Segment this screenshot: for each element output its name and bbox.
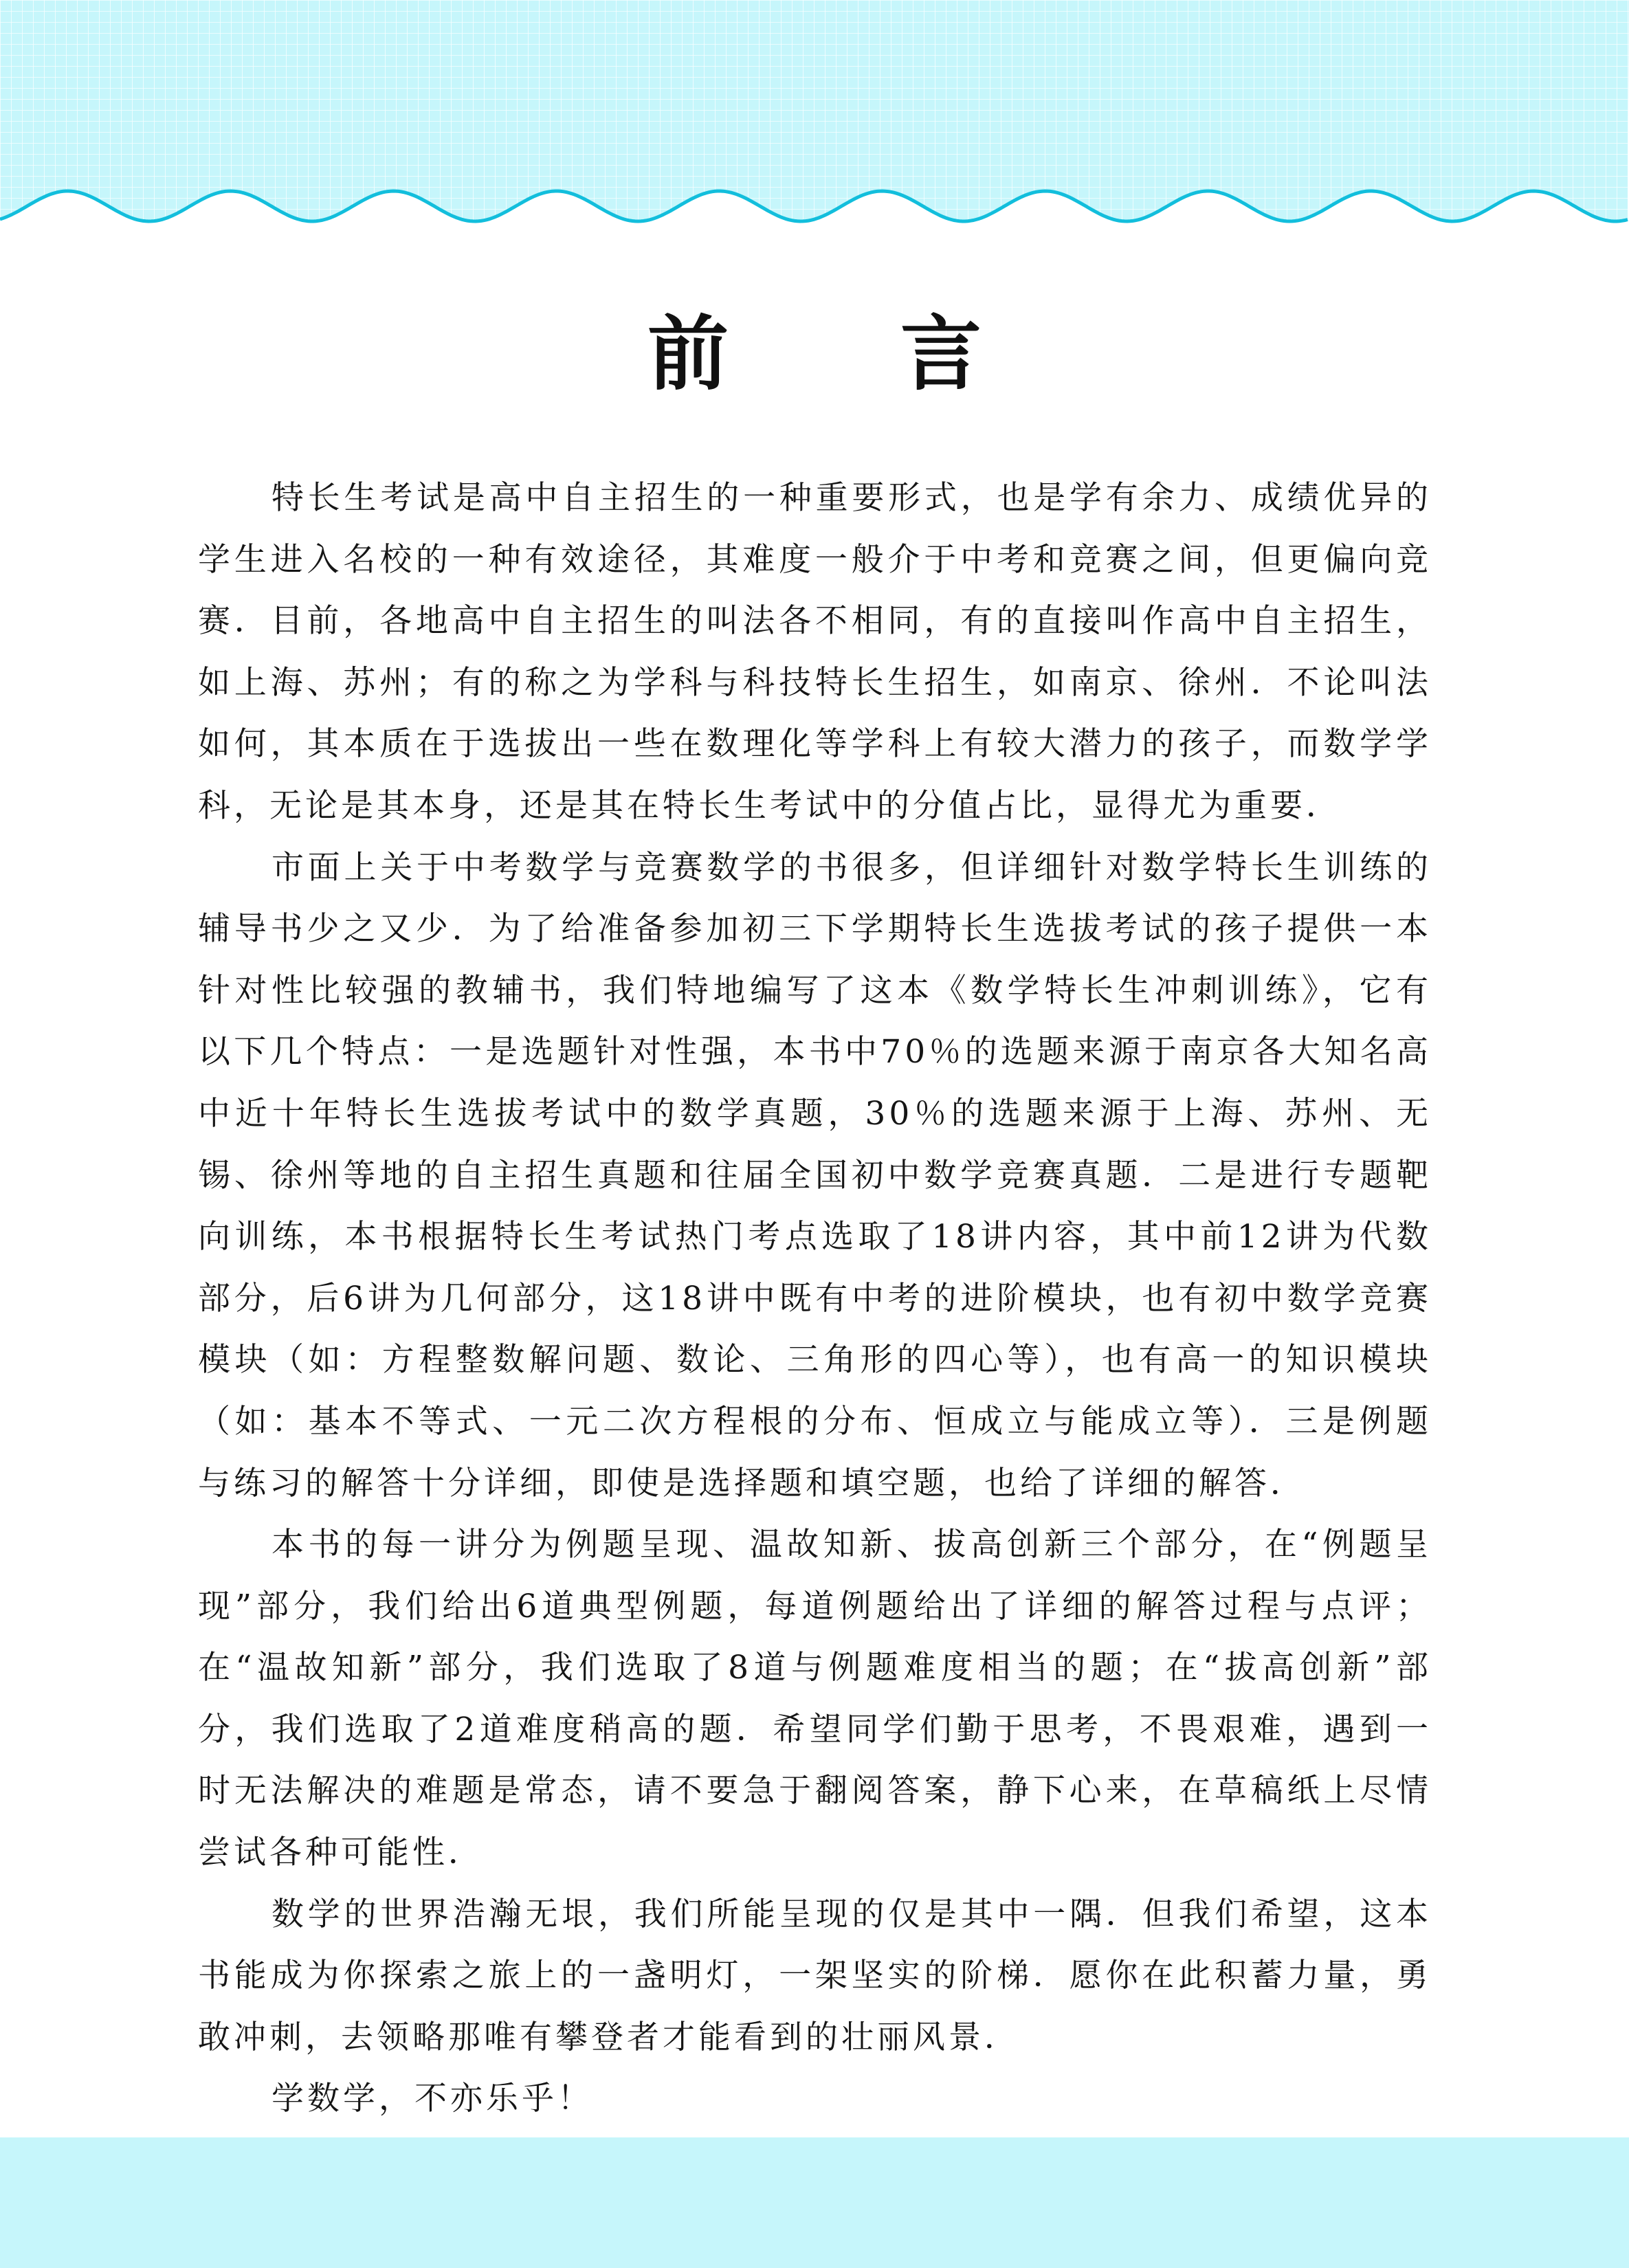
paragraph-5: 学数学，不亦乐乎！ [272, 2080, 593, 2118]
paragraph-3: 本书的每一讲分为例题呈现、温故知新、拔高创新三个部分，在“例题呈现”部分，我们给出6道典型例题，每道例题给出了详细的解答过程与点评；在“温故知新”部分，我们选取了8道与例题难度相当的题；在“拔高创新”部分，我们选取了2道难度稍高的题．希望同学们勤于思考，不畏艰难，遇到一时无法解决的难题是常态，请不要急于翻阅答案，静下心来，在草稿纸上尽情尝试各种可能性． [198, 1526, 1432, 1872]
preface-body [198, 467, 1432, 2130]
paragraph-1: 特长生考试是高中自主招生的一种重要形式，也是学有余力、成绩优异的学生进入名校的一种有效途径，其难度一般介于中考和竞赛之间，但更偏向竞赛．目前，各地高中自主招生的叫法各不相同，有的直接叫作高中自主招生，如上海、苏州；有的称之为学科与科技特长生招生，如南京、徐州．不论叫法如何，其本质在于选拔出一些在数理化等学科上有较大潜力的孩子，而数学学科，无论是其本身，还是其在特长生考试中的分值占比，显得尤为重要． [198, 479, 1432, 825]
header-grid-fill [0, 0, 1629, 221]
header-decorative-band [0, 0, 1629, 234]
paragraph-2: 市面上关于中考数学与竞赛数学的书很多，但详细针对数学特长生训练的辅导书少之又少．为了给准备参加初三下学期特长生选拔考试的孩子提供一本针对性比较强的教辅书，我们特地编写了这本《数学特长生冲刺训练》，它有以下几个特点：一是选题针对性强，本书中70％的选题来源于南京各大知名高中近十年特长生选拔考试中的数学真题，30％的选题来源于上海、苏州、无锡、徐州等地的自主招生真题和往届全国初中数学竞赛真题．二是进行专题靶向训练，本书根据特长生考试热门考点选取了18讲内容，其中前12讲为代数部分，后6讲为几何部分，这18讲中既有中考的进阶模块，也有初中数学竞赛模块（如：方程整数解问题、数论、三角形的四心等），也有高一的知识模块（如：基本不等式、一元二次方程根的分布、恒成立与能成立等）．三是例题与练习的解答十分详细，即使是选择题和填空题，也给了详细的解答． [198, 848, 1432, 1502]
footer-decorative-band [0, 2137, 1629, 2268]
page-title: 前言 [647, 307, 1153, 401]
paragraph-4: 数学的世界浩瀚无垠，我们所能呈现的仅是其中一隅．但我们希望，这本书能成为你探索之旅上的一盏明灯，一架坚实的阶梯．愿你在此积蓄力量，勇敢冲刺，去领略那唯有攀登者才能看到的壮丽风景． [198, 1895, 1432, 2056]
